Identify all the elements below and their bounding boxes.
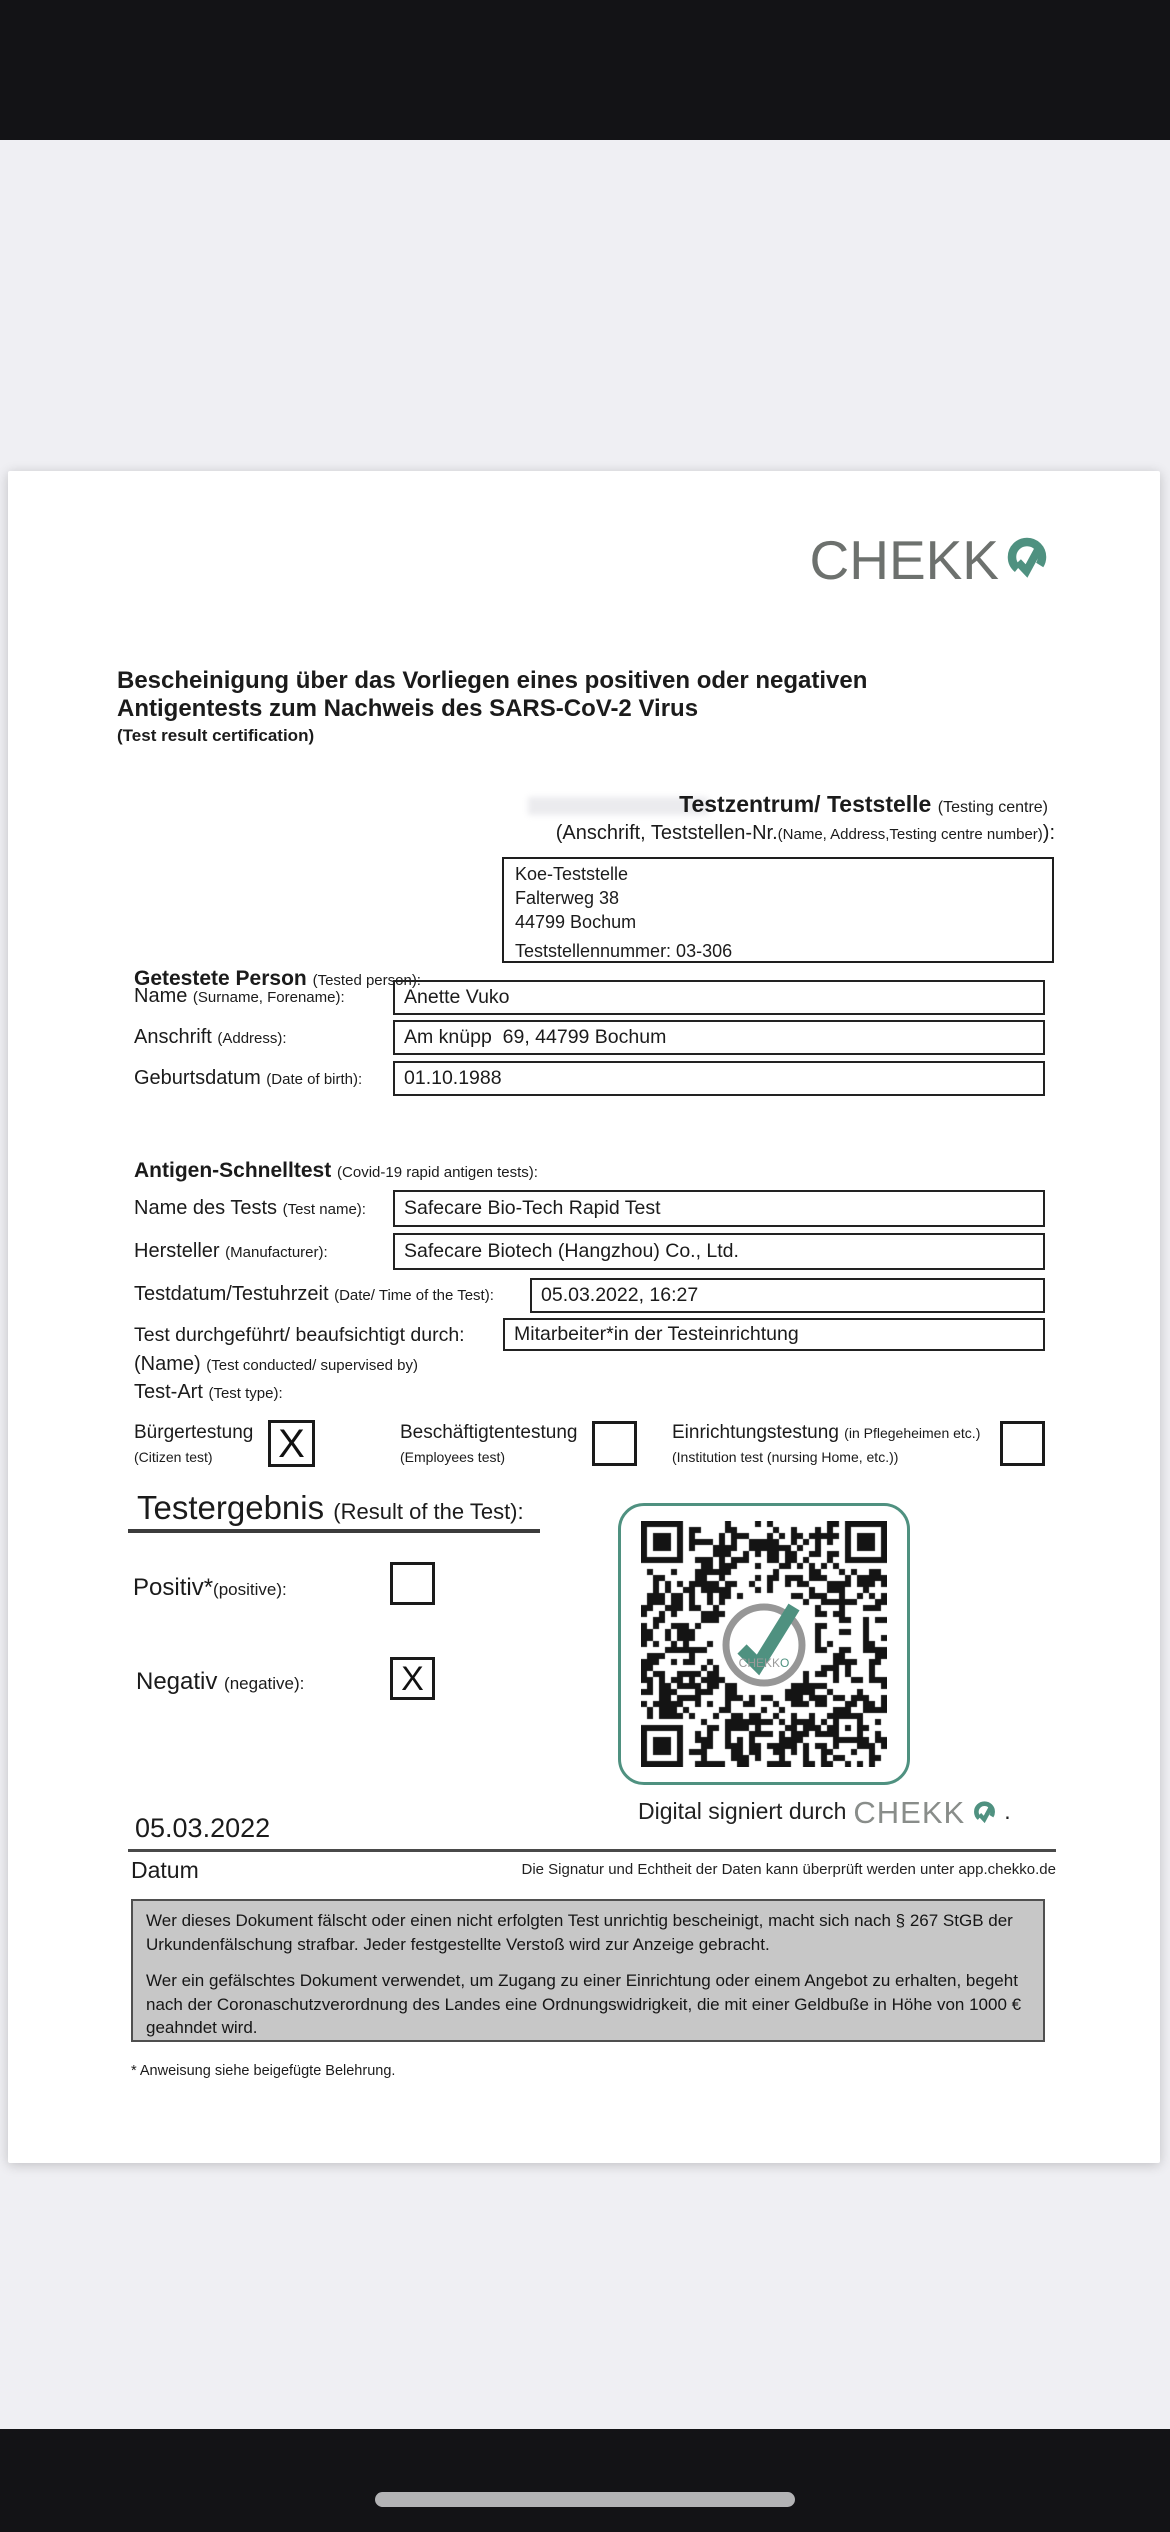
- qr-center-logo: [714, 1593, 814, 1693]
- citizen-test-checkmark: X: [278, 1421, 305, 1466]
- address-label: [134, 1026, 287, 1049]
- positive-checkbox: [390, 1562, 435, 1605]
- footnote: * Anweisung siehe beigefügte Belehrung.: [131, 2063, 396, 2079]
- legal-warning-box: [131, 1899, 1045, 2042]
- test-date-value: 05.03.2022, 16:27: [541, 1284, 699, 1306]
- digital-signature-brand: CHEKK: [853, 1795, 966, 1830]
- test-centre-subheading-text: (Anschrift, Teststellen-Nr.: [555, 822, 778, 844]
- birthdate-value: 01.10.1988: [404, 1067, 502, 1089]
- address-label-text: Anschrift: [134, 1026, 212, 1048]
- positive-label: [133, 1574, 287, 1602]
- digital-signature-dot: .: [1004, 1798, 1011, 1824]
- home-indicator[interactable]: [375, 2492, 795, 2507]
- antigen-test-heading: [134, 1159, 538, 1183]
- test-centre-heading: [679, 791, 1048, 818]
- test-centre-heading-small: (Testing centre): [937, 799, 1048, 816]
- name-label: [134, 985, 345, 1008]
- name-label-small: (Surname, Forename):: [192, 989, 345, 1006]
- conducted-by-label-text: Test durchgeführt/ beaufsichtigt durch:: [134, 1324, 465, 1346]
- test-centre-number: Teststellennummer: 03-306: [515, 941, 733, 961]
- conducted-by-label: [134, 1324, 465, 1347]
- result-heading: [137, 1489, 524, 1527]
- address-label-small: (Address):: [217, 1030, 287, 1047]
- address-value-box: [393, 1020, 1045, 1055]
- manufacturer-label-small: (Manufacturer):: [225, 1244, 328, 1261]
- birthdate-label: [134, 1067, 362, 1090]
- citizen-test-label-text: Bürgertestung: [134, 1422, 254, 1443]
- birthdate-value-box: [393, 1061, 1045, 1096]
- test-name-value-box: [393, 1190, 1045, 1227]
- negative-checkmark: X: [401, 1659, 424, 1698]
- manufacturer-value: Safecare Biotech (Hangzhou) Co., Ltd.: [404, 1240, 739, 1262]
- tested-person-heading-text: Getestete Person: [134, 967, 307, 990]
- employees-test-label-text: Beschäftigtentestung: [400, 1422, 578, 1443]
- test-centre-name: Koe-Teststelle: [515, 864, 629, 884]
- name-value: Anette Vuko: [404, 986, 510, 1008]
- citizen-test-checkbox: [268, 1420, 315, 1467]
- conducted-by-name-line: [134, 1353, 418, 1376]
- bottom-bar: [0, 2429, 1170, 2532]
- test-centre-heading-text: Testzentrum/ Teststelle: [679, 791, 932, 817]
- name-label-text: Name: [134, 985, 188, 1007]
- chekko-check-icon: [1004, 536, 1050, 586]
- digital-signature-text: Digital signiert durch: [638, 1798, 847, 1824]
- test-centre-subheading: [556, 822, 1055, 845]
- institution-test-sublabel: (Institution test (nursing Home, etc.)): [672, 1449, 899, 1465]
- test-type-heading-small: (Test type):: [208, 1385, 283, 1402]
- result-heading-text: Testergebnis: [137, 1489, 325, 1526]
- employees-test-sublabel: (Employees test): [400, 1449, 506, 1465]
- tested-person-heading-small: (Tested person):: [312, 972, 421, 989]
- result-heading-small: (Result of the Test):: [333, 1499, 524, 1524]
- test-date-label: [134, 1283, 494, 1306]
- status-bar-area: [0, 0, 1170, 140]
- qr-center-logo-text: CHEKKO: [738, 1656, 790, 1670]
- signature-rule: [128, 1849, 1056, 1852]
- verification-note: Die Signatur und Echtheit der Daten kann überprüft werden unter app.chekko.de: [521, 1861, 1056, 1878]
- test-centre-city: 44799 Bochum: [515, 912, 637, 932]
- test-name-label-small: (Test name):: [282, 1201, 366, 1218]
- manufacturer-label-text: Hersteller: [134, 1240, 220, 1262]
- antigen-test-heading-text: Antigen-Schnelltest: [134, 1159, 332, 1182]
- citizen-test-sublabel: (Citizen test): [134, 1449, 213, 1465]
- birthdate-label-text: Geburtsdatum: [134, 1067, 261, 1089]
- employees-test-checkbox: [592, 1421, 637, 1466]
- test-centre-subheading-tail: ):: [1042, 822, 1055, 844]
- legal-warning-paragraph2: Wer ein gefälschtes Dokument verwendet, um Zugang zu einer Einrichtung oder einem Angebot zu erhalten, begeht nach der Coronaschutzverordnung des Landes eine Ordnungswidrigkeit, die mit einer Geldbuße in Höhe von 1000 € geahndet wird.: [146, 1971, 1022, 2037]
- positive-label-small: (positive):: [213, 1580, 287, 1599]
- institution-test-label: [672, 1422, 980, 1468]
- employees-test-label: [400, 1422, 577, 1468]
- test-date-label-small: (Date/ Time of the Test):: [334, 1287, 494, 1304]
- institution-test-label-text: Einrichtungstestung: [672, 1422, 839, 1443]
- birthdate-label-small: (Date of birth):: [266, 1071, 363, 1088]
- address-value: Am knüpp 69, 44799 Bochum: [404, 1026, 667, 1048]
- test-centre-subheading-small: (Name, Address,Testing centre number): [777, 826, 1043, 843]
- negative-checkbox: [390, 1657, 435, 1700]
- test-centre-street: Falterweg 38: [515, 888, 620, 908]
- negative-label-text: Negativ: [136, 1668, 218, 1695]
- digital-signature-line: [638, 1797, 1011, 1828]
- title-line3: (Test result certification): [117, 726, 315, 745]
- negative-label: [136, 1668, 304, 1696]
- test-name-value: Safecare Bio-Tech Rapid Test: [404, 1197, 661, 1219]
- antigen-test-heading-small: (Covid-19 rapid antigen tests):: [337, 1164, 538, 1181]
- conducted-by-value-box: [503, 1318, 1045, 1351]
- negative-label-small: (negative):: [224, 1674, 305, 1693]
- conducted-by-value: Mitarbeiter*in der Testeinrichtung: [514, 1323, 799, 1345]
- document-title: [117, 667, 867, 746]
- manufacturer-value-box: [393, 1233, 1045, 1270]
- institution-test-checkbox: [1000, 1421, 1045, 1466]
- test-name-label-text: Name des Tests: [134, 1197, 278, 1219]
- chekko-logo-letters: CHEKK: [809, 529, 999, 591]
- name-value-box: [393, 980, 1045, 1015]
- conducted-by-name-text: (Name): [134, 1353, 201, 1375]
- digital-signature-check-icon: [972, 1800, 997, 1828]
- test-name-label: [134, 1197, 366, 1220]
- result-heading-underline: [128, 1529, 540, 1533]
- test-type-heading: [134, 1381, 283, 1404]
- title-line1: Bescheinigung über das Vorliegen eines positiven oder negativen: [117, 667, 868, 694]
- test-centre-address-box: [502, 857, 1054, 963]
- title-line2: Antigentests zum Nachweis des SARS-CoV-2 Virus: [117, 695, 699, 722]
- pdf-document-page: [8, 471, 1160, 2163]
- test-date-value-box: [530, 1278, 1045, 1313]
- institution-test-label-small: (in Pflegeheimen etc.): [844, 1425, 981, 1441]
- date-label: Datum: [131, 1857, 199, 1883]
- test-type-heading-text: Test-Art: [134, 1381, 203, 1403]
- signature-date: 05.03.2022: [135, 1813, 271, 1843]
- conducted-by-name-small: (Test conducted/ supervised by): [206, 1357, 419, 1374]
- manufacturer-label: [134, 1240, 328, 1263]
- test-date-label-text: Testdatum/Testuhrzeit: [134, 1283, 329, 1305]
- citizen-test-label: [134, 1422, 253, 1468]
- legal-warning-paragraph1: Wer dieses Dokument fälscht oder einen nicht erfolgten Test unrichtig bescheinigt, macht sich nach § 267 StGB der Urkundenfälschung strafbar. Jeder festgestellte Verstoß wird zur Anzeige gebracht.: [146, 1911, 1013, 1954]
- chekko-logo: [809, 529, 1051, 591]
- positive-label-text: Positiv*: [133, 1574, 214, 1601]
